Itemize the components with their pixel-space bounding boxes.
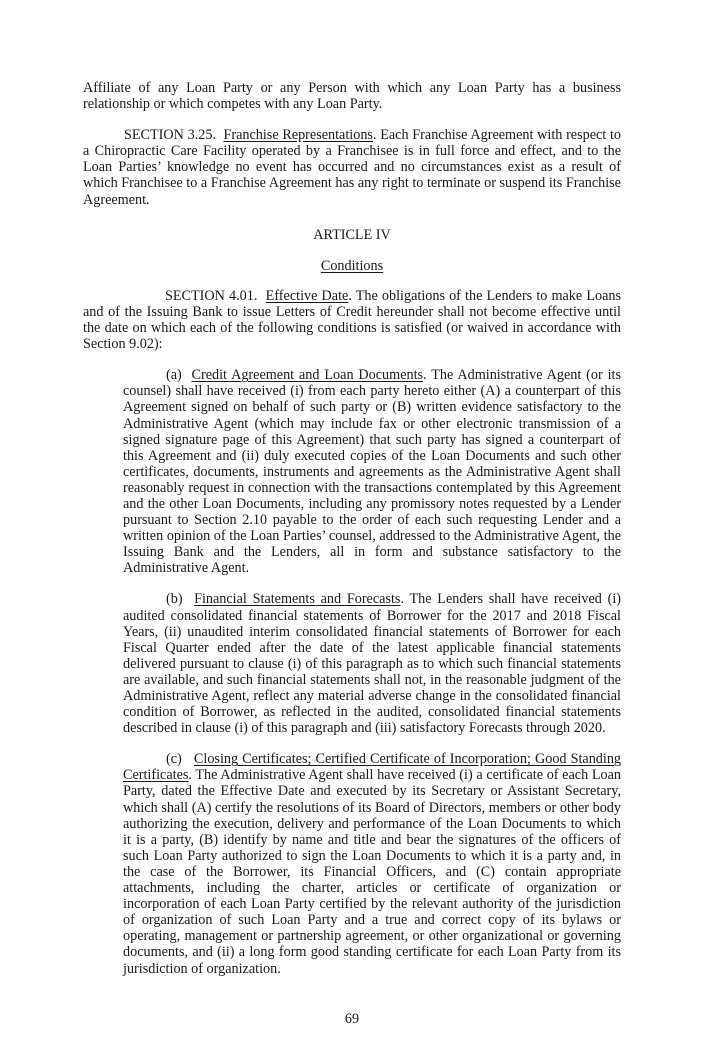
article-subtitle-text: Conditions [320,257,384,274]
continuation-paragraph: Affiliate of any Loan Party or any Person with which any Loan Party has a business relationship or which competes with any Loan Party. [83,80,621,113]
clause-label: (b) [166,591,183,608]
clause-label: (a) [166,367,182,384]
section-body: . The obligations of the Lenders to make Loans and of the Issuing Bank to issue Letters of Credit hereunder shall not become effective until the date on which each of the following conditions is satisfied (or waived in accordance with Section 9.02): [83,287,621,353]
clause-heading: Credit Agreement and Loan Documents [191,367,424,384]
section-heading: Franchise Representations [223,127,373,144]
clause-b [123,591,621,736]
section-number: SECTION 3.25. [124,127,216,144]
page-number: 69 [344,1010,360,1027]
clause-body: . The Administrative Agent shall have received (i) a certificate of each Loan Party, dated the Effective Date and executed by its Secretary or Assistant Secretary, which shall (A) certify the resolutions of its Board of Directors, members or other body authorizing the execution, delivery and performance of the Loan Documents to which it is a party, (B) identify by name and title and bear the signatures of the officers of such Loan Party authorized to sign the Loan Documents to which it is a party and, in the case of the Borrower, its Financial Officers, and (C) contain appropriate attachments, including the charter, articles or certificate of organization or incorporation of each Loan Party certified by the relevant authority of the jurisdiction of organization of such Loan Party and a true and correct copy of its bylaws or operating, management or partnership agreement, or other organizational or governing documents, and (ii) a long form good standing certificate for each Loan Party from its jurisdiction of organization. [123,767,621,977]
section-heading: Effective Date [265,287,349,304]
clause-heading: Closing Certificates; Certified Certificate of Incorporation; Good Standing Certificates [123,751,622,784]
clause-heading: Financial Statements and Forecasts [194,591,401,608]
clause-a [123,367,621,576]
clause-label: (c) [166,751,182,768]
article-title: ARTICLE IV [313,226,391,243]
section-4-01-paragraph [83,288,621,352]
article-subtitle [83,258,621,274]
section-body: . Each Franchise Agreement with respect to a Chiropractic Care Facility operated by a Franchisee is in full force and effect, and to the Loan Parties’ knowledge no event has occurred and no circumstances exist as a result of which Franchisee to a Franchise Agreement has any right to terminate or suspend its Franchise Agreement. [83,127,622,208]
section-number: SECTION 4.01. [165,287,258,304]
clause-body: . The Administrative Agent (or its counsel) shall have received (i) from each party hereto either (A) a counterpart of this Agreement signed on behalf of such party or (B) written evidence satisfactory to the Administrative Agent (which may include fax or other electronic transmission of a signed signature page of this Agreement) that such party has signed a counterpart of this Agreement and (ii) duly executed copies of the Loan Documents and such other certificates, documents, instruments and agreements as the Administrative Agent shall reasonably request in connection with the transactions contemplated by this Agreement and the other Loan Documents, including any promissory notes requested by a Lender pursuant to Section 2.10 payable to the order of each such requesting Lender and a written opinion of the Loan Parties’ counsel, addressed to the Administrative Agent, the Issuing Bank and the Lenders, all in form and substance satisfactory to the Administrative Agent. [123,367,621,577]
clause-c [123,751,621,976]
clause-body: . The Lenders shall have received (i) audited consolidated financial statements of Borrower for the 2017 and 2018 Fiscal Years, (ii) unaudited interim consolidated financial statements of Borrower for each Fiscal Quarter ended after the date of the latest applicable financial statements delivered pursuant to clause (i) of this paragraph as to which such financial statements are available, and such financial statements shall not, in the reasonable judgment of the Administrative Agent, reflect any material adverse change in the consolidated financial condition of Borrower, as reflected in the audited, consolidated financial statements described in clause (i) of this paragraph and (iii) satisfactory Forecasts through 2020. [123,591,621,737]
section-3-25-paragraph [83,127,621,207]
